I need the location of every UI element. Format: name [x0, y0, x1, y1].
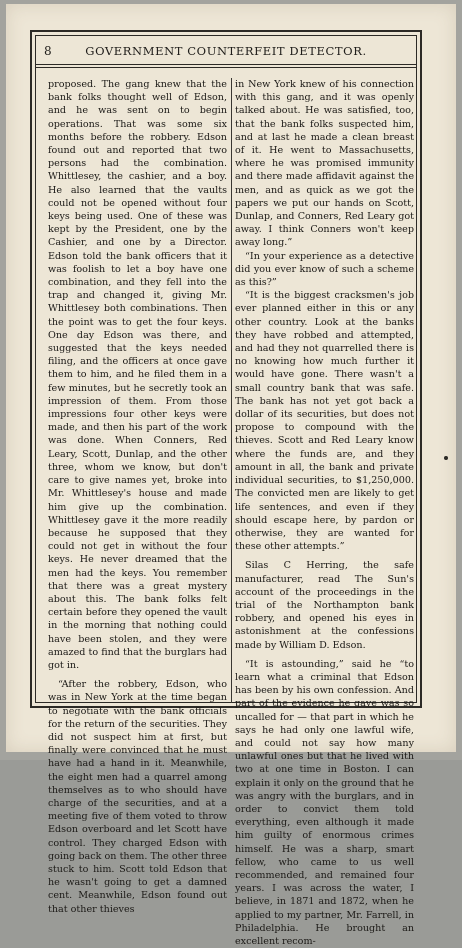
right-paragraph-2: “In your experience as a detective did you ever know of such a scheme as this?”: [235, 250, 414, 289]
page-border: [30, 30, 422, 947]
column-divider: [231, 78, 232, 703]
right-paragraph-1: in New York knew of his connection with this gang, and it was openly talked about. He was satisfied, too, that the bank folks suspected him, and at last he made a clean breast of it. He went to Massachusetts, where he was promised immunity and there made affidavit against the men, and as quick as we got the papers we put our hands on Scott, Dunlap, and Conners, Red Leary got away. I think Conners won't keep away long.”: [235, 79, 414, 249]
right-column: [235, 78, 414, 948]
page-inner-border: [35, 35, 417, 947]
left-paragraph-2: “After the robbery, Edson, who was in New York at the time began to negotiate with the bank officials for the return of the securities. They did not suspect him at first, but finally were convinced that he must have had a hand in it. Meanwhile, the eight men had a quarrel among themselves as to who should have charge of the securities, and at a meeting five of them voted to throw Edson overboard and let Scott have control. They charged Edson with going back on them. The other three stuck to him. Scott told Edson that he wasn't going to get a damned cent. Meanwhile, Edson found out that other thieves: [48, 679, 227, 915]
header-rule-second: [36, 67, 416, 68]
left-column: [48, 78, 227, 916]
left-paragraph-1: proposed. The gang knew that the bank folks thought well of Edson, and he was sent on to begin operations. That was some six months before the robbery. Edson found out and reported that two persons had the combination. Whittlesey, the cashier, and a boy. He also learned that the vaults could not be opened without four keys being used. One of these was kept by the President, one by the Cashier, and one by a Director. Edson told the bank officers that it was foolish to let a boy have one combination, and they fell into the trap and changed it, giving Mr. Whittlesey both combinations. Then the point was to get the four keys. One day Edson was there, and suggested that the keys needed filing, and the officers at once gave them to him, and he filed them in a few minutes, but he secretly took an impression of them. From those impressions four other keys were made, and then his part of the work was done. When Conners, Red Leary, Scott, Dunlap, and the other three, whom we know, but don't care to give names yet, broke into Mr. Whittlesey's house and made him give up the combination. Whittlesey gave it the more readily because he supposed that they could not get in without the four keys. He never dreamed that the men had the keys. You remember that there was a great mystery about this. The bank folks felt certain before they opened the vault in the morning that nothing could have been stolen, and they were amazed to find that the burglars had got in.: [48, 79, 227, 671]
right-paragraph-5: “It is astounding,” said he “to learn what a criminal that Edson has been by his own confession. And part of the evidence he gave was so uncalled for — that part in which he says he had only one lawful wife, and could not say how many unlawful ones but that he lived with two at one time in Boston. I can explain it only on the ground that he was angry with the burglars, and in order to convict them told everything, even although it made him guilty of enormous crimes himself. He was a sharp, smart fellow, who came to us well recommended, and remained four years. I was across the water, I believe, in 1871 and 1872, when he applied to my partner, Mr. Farrell, in Philadelphia. He brought an excellent recom-: [235, 658, 414, 947]
running-head: GOVERNMENT COUNTERFEIT DETECTOR.: [85, 44, 367, 58]
page-sheet: [6, 4, 456, 947]
page-header: [40, 42, 412, 62]
ink-spot: [444, 456, 448, 460]
right-paragraph-4: Silas C Herring, the safe manufacturer, read The Sun's account of the proceedings in the trial of the Northampton bank robbery, and opened his eyes in astonishment at the confessions made by William D. Edson.: [235, 560, 414, 651]
right-paragraph-3: “It is the biggest cracksmen's job ever planned either in this or any other country. Look at the banks they have robbed and attempted, and had they not quarrelled there is no knowing how much further it would have gone. There wasn't a small country bank that was safe. The bank has not yet got back a dollar of its securities, but does not propose to compound with the thieves. Scott and Red Leary know where the funds are, and they amount in all, the bank and private individual securities, to $1,250,000. The convicted men are likely to get life sentences, and even if they should escape here, by pardon or otherwise, they are wanted for these other attempts.”: [235, 290, 414, 553]
page-number: 8: [44, 44, 52, 58]
header-rule: [36, 64, 416, 65]
